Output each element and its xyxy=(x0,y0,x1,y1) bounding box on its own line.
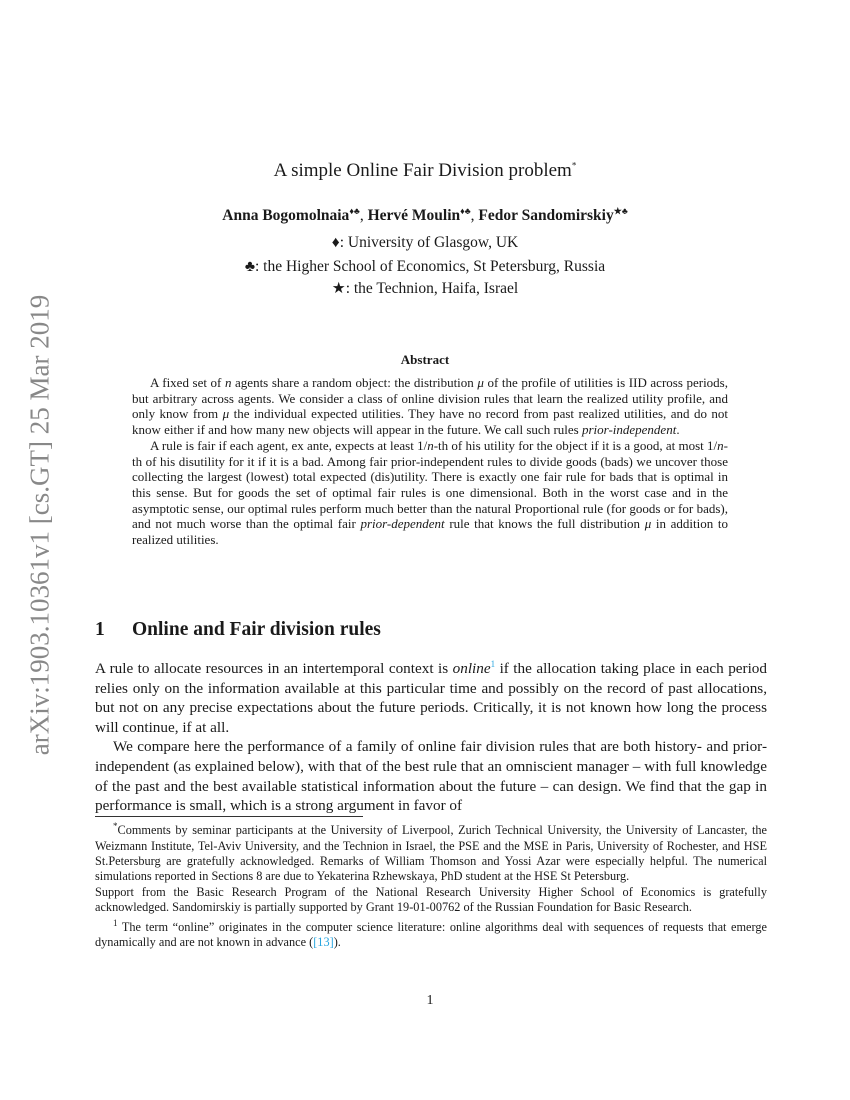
arxiv-identifier: arXiv:1903.10361v1 [cs.GT] 25 Mar 2019 xyxy=(24,294,55,756)
footnote xyxy=(95,819,767,885)
footnote-text: The term “online” originates in the computer science literature: online algorithms deal with sequences of requests that emerge dynamically and are not known in advance ( xyxy=(95,919,767,950)
footnote-mark: * xyxy=(113,821,118,831)
math: μ xyxy=(222,406,230,422)
body-text xyxy=(95,655,767,816)
star-icon: ★ xyxy=(331,280,346,297)
affiliation xyxy=(0,232,850,254)
abstract-heading: Abstract xyxy=(400,352,450,367)
math: μ xyxy=(644,516,652,532)
citation-link[interactable]: [13] xyxy=(313,935,334,950)
paragraph xyxy=(95,655,767,737)
math: n xyxy=(717,437,724,453)
footnotes xyxy=(95,819,767,950)
text: agents share a random object: the distribution xyxy=(231,375,478,390)
author-list xyxy=(0,206,850,225)
text: A rule to allocate resources in an intertemporal context is xyxy=(95,660,453,678)
footnote xyxy=(95,916,767,951)
footnote-divider xyxy=(95,816,363,817)
abstract-paragraph xyxy=(132,438,728,548)
section-heading xyxy=(95,619,381,641)
author-separator: , xyxy=(470,207,479,225)
affiliation-text: : University of Glasgow, UK xyxy=(339,234,519,251)
affiliation-text: : the Higher School of Economics, St Petersburg, Russia xyxy=(255,258,606,275)
affiliation xyxy=(0,256,850,278)
text: -th of his disutility for it if it is a bad. Among fair prior-independent rules to divide goods (bads) we uncover those collecting the largest (lowest) total expected (dis)utility. There is exactly one fair rule for bads that is optimal in this sense. But for goods the set of optimal fair rules is one dimensional. Both in the worst case and in the asymptotic sense, our optimal rules perform much better than the natural Proportional rule (for goods or for bads), and not much worse than the optimal fair xyxy=(132,437,728,532)
text: -th of his utility for the object if it is a good, at most 1/ xyxy=(433,437,718,453)
author-affiliation-marks: ♦♣ xyxy=(460,206,471,216)
footnote-text: Comments by seminar participants at the University of Liverpool, Zurich Technical University, the University of Lancaster, the Weizmann Institute, Tel-Aviv University, and the Technion in Israel, the PSE and the MSE in Paris, University of Rochester, and HSE St.Petersburg are gratefully acknowledged. Remarks of William Thomson and Yossi Azar were especially helpful. The numerical simulations reported in Sections 8 are due to Yekaterina Rzhewskaya, PhD student at the HSE St Petersburg. xyxy=(95,823,767,884)
footnote-mark: 1 xyxy=(113,917,118,928)
math: μ xyxy=(477,375,484,390)
footnote-text: ). xyxy=(333,935,341,950)
paragraph: We compare here the performance of a family of online fair division rules that are both history- and prior-independent (as explained below), with that of the best rule that an omniscient manager – with full knowledge of the past and the best available statistical information about the future – can design. We find that the gap in performance is small, which is a strong argument in favor of xyxy=(95,738,767,815)
club-icon: ♣ xyxy=(244,258,255,275)
affiliation-text: : the Technion, Haifa, Israel xyxy=(345,280,519,297)
text: A fixed set of xyxy=(150,375,225,390)
title-footnote-mark[interactable]: * xyxy=(571,160,577,171)
abstract xyxy=(132,375,728,548)
text: of the profile of utilities is IID across periods, but arbitrary across agents. We consider a class of online division rules that learn the realized utility profile, and only know from xyxy=(132,375,728,422)
emphasis: online xyxy=(452,660,491,678)
footnote: Support from the Basic Research Program of the National Research University Higher School of Economics is gratefully acknowledged. Sandomirskiy is partially supported by Grant 19-01-00762 of the Russian Foundation for Basic Research. xyxy=(95,884,767,915)
author-name: Fedor Sandomirskiy xyxy=(478,207,614,225)
author-affiliation-marks: ★♣ xyxy=(613,206,628,216)
author-name: Hervé Moulin xyxy=(367,207,461,225)
text: if the allocation taking place in each period relies only on the information available at this particular time and possibly on the record of past allocations, but not on any precise expectations about the future periods. Critically, it is not known how long the process will continue, if at all. xyxy=(95,660,767,736)
text: in addition to realized utilities. xyxy=(132,516,728,548)
author-affiliation-marks: ♦♣ xyxy=(349,206,360,216)
author-name: Anna Bogomolnaia xyxy=(222,207,350,225)
diamond-icon: ♦ xyxy=(331,234,340,251)
section-title: Online and Fair division rules xyxy=(132,619,381,640)
emphasis: prior-dependent xyxy=(360,516,445,532)
math: n xyxy=(224,375,232,390)
text: A rule is fair if each agent, ex ante, expects at least 1/ xyxy=(150,437,428,453)
math: n xyxy=(427,437,434,453)
author-separator: , xyxy=(359,207,368,225)
title-text: A simple Online Fair Division problem xyxy=(273,160,572,181)
page-number: 1 xyxy=(426,993,434,1008)
affiliations xyxy=(0,232,850,300)
text: the individual expected utilities. They have no record from past realized utilities, and do not know either if and how many new objects will appear in the future. We call such rules xyxy=(132,406,728,438)
text: rule that knows the full distribution xyxy=(444,516,645,532)
affiliation xyxy=(0,278,850,300)
emphasis: prior-independent xyxy=(581,422,677,438)
footnote-link[interactable]: 1 xyxy=(490,659,496,669)
abstract-paragraph xyxy=(132,375,728,438)
text: . xyxy=(676,422,680,438)
paper-title xyxy=(0,160,850,182)
section-number: 1 xyxy=(95,619,105,640)
